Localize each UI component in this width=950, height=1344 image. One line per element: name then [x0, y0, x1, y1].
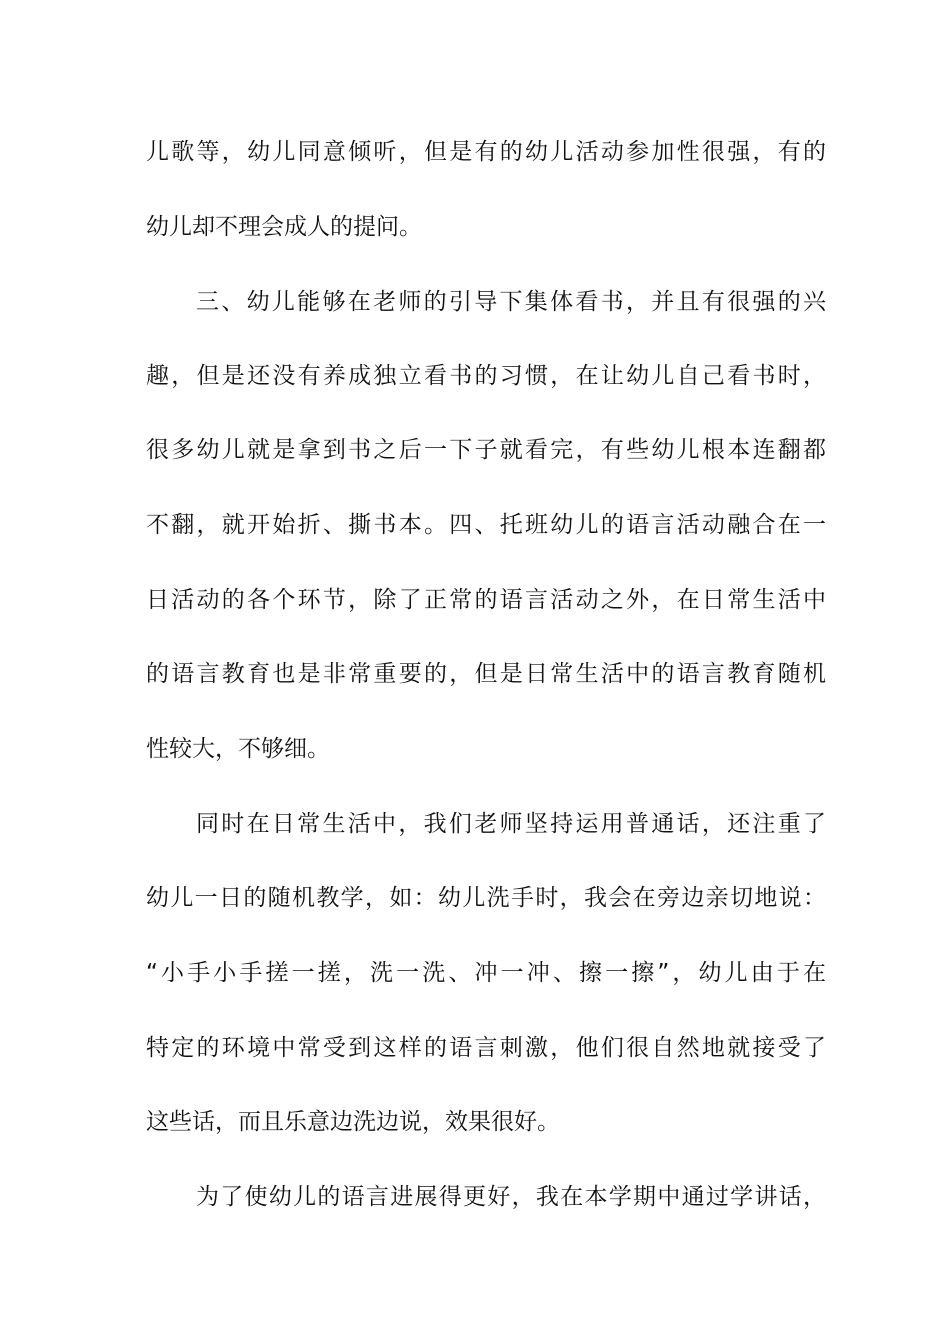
text-line-4: 趣，但是还没有养成独立看书的习惯，在让幼儿自己看书时，	[146, 363, 826, 389]
text-line-14: 这些话，而且乐意边洗边说，效果很好。	[146, 1109, 560, 1135]
text-line-1: 儿歌等，幼儿同意倾听，但是有的幼儿活动参加性很强，有的	[146, 139, 826, 165]
text-line-9: 性较大，不够细。	[146, 736, 330, 762]
text-line-15: 为了使幼儿的语言进展得更好，我在本学期中通过学讲话，	[196, 1184, 826, 1210]
text-line-6: 不翻，就开始折、撕书本。四、托班幼儿的语言活动融合在一	[146, 512, 826, 538]
text-line-12: “小手小手搓一搓，洗一洗、冲一冲、擦一擦”，幼儿由于在	[146, 960, 826, 986]
text-line-7: 日活动的各个环节，除了正常的语言活动之外，在日常生活中	[146, 587, 826, 613]
text-line-5: 很多幼儿就是拿到书之后一下子就看完，有些幼儿根本连翻都	[146, 437, 826, 463]
text-line-10: 同时在日常生活中，我们老师坚持运用普通话，还注重了	[196, 811, 826, 837]
text-line-3: 三、幼儿能够在老师的引导下集体看书，并且有很强的兴	[196, 289, 826, 315]
text-line-11: 幼儿一日的随机教学，如：幼儿洗手时，我会在旁边亲切地说：	[146, 885, 826, 911]
text-line-2: 幼儿却不理会成人的提问。	[146, 214, 422, 240]
text-line-13: 特定的环境中常受到这样的语言刺激，他们很自然地就接受了	[146, 1035, 826, 1061]
text-line-8: 的语言教育也是非常重要的，但是日常生活中的语言教育随机	[146, 661, 826, 687]
